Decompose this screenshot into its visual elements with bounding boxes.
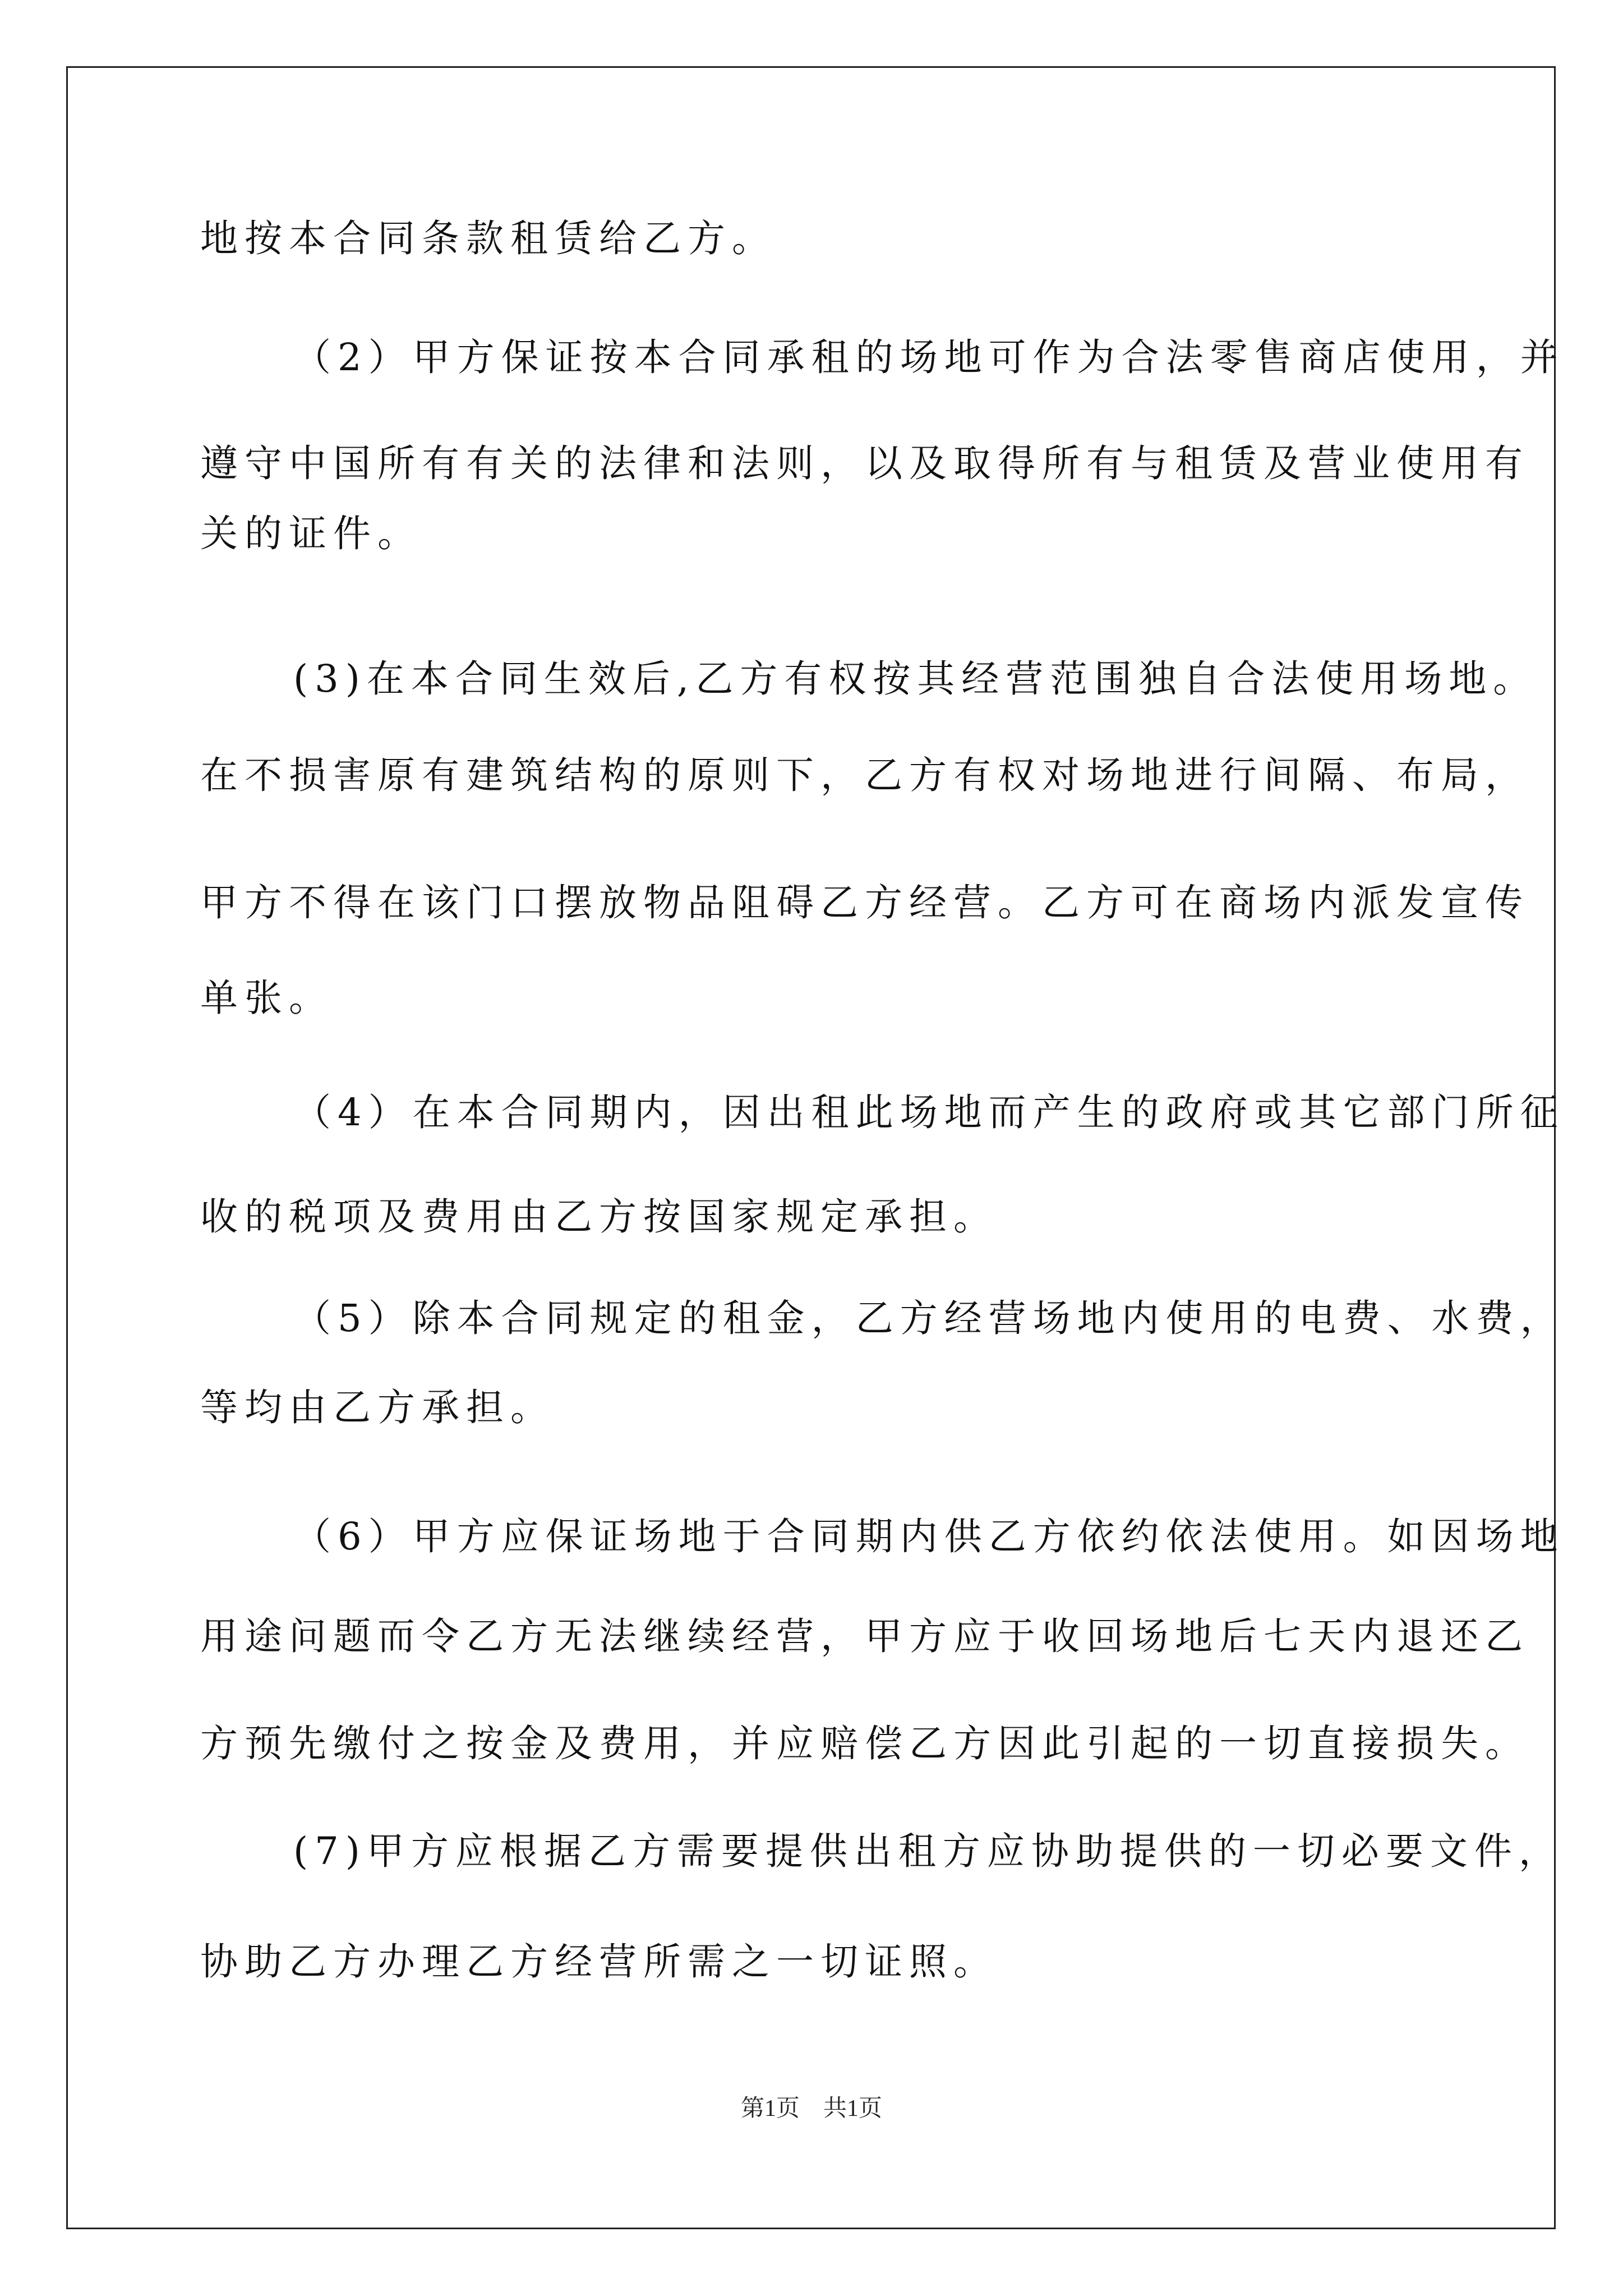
- paragraph-line: （2）甲方保证按本合同承租的场地可作为合法零售商店使用，并: [293, 335, 1565, 379]
- paragraph-line: （6）甲方应保证场地于合同期内供乙方依约依法使用。如因场地: [293, 1515, 1565, 1558]
- paragraph-line: 用途问题而令乙方无法继续经营，甲方应于收回场地后七天内退还乙: [200, 1614, 1529, 1658]
- paragraph-line: 收的税项及费用由乙方按国家规定承担。: [200, 1195, 998, 1239]
- paragraph-line: 方预先缴付之按金及费用，并应赔偿乙方因此引起的一切直接损失。: [200, 1722, 1529, 1765]
- page-border: [66, 66, 1556, 2229]
- paragraph-line: 地按本合同条款租赁给乙方。: [200, 217, 776, 260]
- paragraph-line: 等均由乙方承担。: [200, 1386, 555, 1429]
- page-number-footer: 第1页 共1页: [740, 2096, 882, 2122]
- paragraph-line: (7)甲方应根据乙方需要提供出租方应协助提供的一切必要文件，: [293, 1829, 1563, 1873]
- paragraph-line: 在不损害原有建筑结构的原则下，乙方有权对场地进行间隔、布局，: [200, 753, 1529, 797]
- paragraph-line: 遵守中国所有有关的法律和法则，以及取得所有与租赁及营业使用有: [200, 441, 1529, 485]
- paragraph-line: 协助乙方办理乙方经营所需之一切证照。: [200, 1940, 998, 1984]
- paragraph-line: 单张。: [200, 976, 333, 1020]
- paragraph-line: （5）除本合同规定的租金，乙方经营场地内使用的电费、水费，: [293, 1296, 1565, 1340]
- paragraph-line: （4）在本合同期内，因出租此场地而产生的政府或其它部门所征: [293, 1091, 1565, 1134]
- paragraph-line: 甲方不得在该门口摆放物品阻碍乙方经营。乙方可在商场内派发宣传: [200, 881, 1529, 924]
- paragraph-line: 关的证件。: [200, 512, 422, 555]
- paragraph-line: (3)在本合同生效后,乙方有权按其经营范围独自合法使用场地。: [293, 657, 1538, 701]
